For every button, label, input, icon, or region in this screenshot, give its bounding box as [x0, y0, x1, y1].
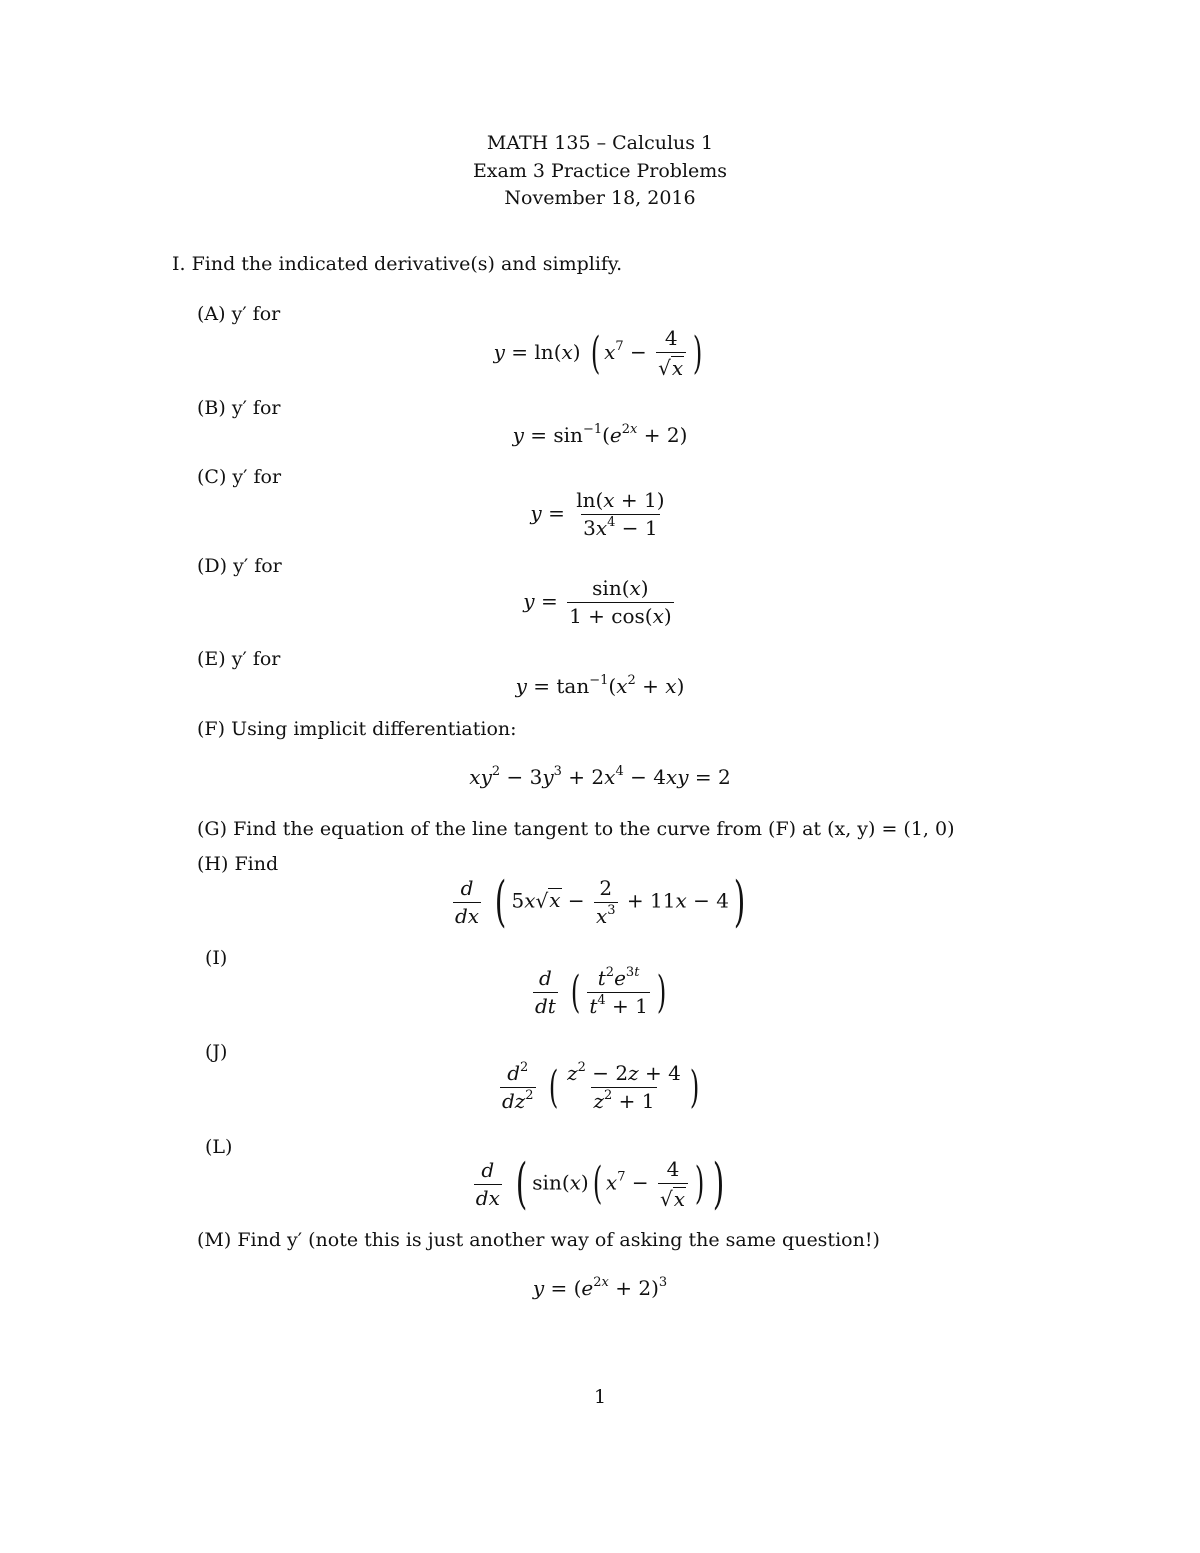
exam-date: November 18, 2016 [504, 187, 696, 209]
course-title: MATH 135 – Calculus 1 [486, 132, 714, 154]
equation-c: y = $\frac{\ln(x + 1)}{3x^4 - 1}$ [530, 488, 665, 540]
equation-i: $\frac{d}{dt}$ ( $\frac{t^2e^{3t}}{t^4 + 1}$ ) [534, 965, 667, 1018]
equation-d: y = $\frac{\sin(x)}{1 + \cos(x)}$ [523, 576, 672, 628]
page-number: 1 [593, 1386, 607, 1408]
problem-m-prompt [197, 1229, 880, 1251]
problem-g-prompt [197, 818, 955, 840]
problem-f-prompt [197, 718, 517, 740]
problem-h-text: Find [234, 853, 279, 875]
problem-e-text: y′ for [231, 648, 281, 670]
equation-f: $xy^2 - 3y^3 + 2x^4 - 4xy = 2$ [469, 764, 731, 789]
problem-g-label: (G) [197, 818, 228, 840]
problem-e-label: (E) [197, 648, 226, 670]
section-heading: I. Find the indicated derivative(s) and simplify. [172, 253, 623, 275]
equation-b: $y = \sin^{-1}(e^{2x} + 2)$ [512, 422, 688, 447]
equation-l: $\frac{d}{dx}$ ( sin(x)( $x^7$ − 4 √ x ) ) [475, 1152, 725, 1215]
problem-f-label: (F) [197, 718, 226, 740]
problem-a-prompt [197, 303, 280, 325]
problem-b-text: y′ for [231, 397, 281, 419]
problem-e-prompt [197, 648, 280, 670]
problem-d-text: y′ for [233, 555, 282, 577]
problem-m-label: (M) [197, 1229, 232, 1251]
problem-c-text: y′ for [232, 466, 282, 488]
equation-j: $\frac{d^2}{dz^2}$ ( $\frac{z^2 - 2z + 4}{z^2 + 1}$ ) [501, 1060, 700, 1113]
equation-a: y = ln(x) ( $x^7$ − 4 √ x ) [493, 326, 703, 380]
problem-l-label: (L) [205, 1136, 233, 1158]
problem-a-text: y′ for [231, 303, 281, 325]
equation-m: $y = (e^{2x} + 2)^3$ [532, 1275, 668, 1300]
problem-h-prompt [197, 853, 278, 875]
problem-g-text: Find the equation of the line tangent to the curve from (F) at (x, y) = (1, 0) [233, 818, 955, 840]
equation-h: $\frac{d}{dx}$ ( 5x √ x − $\frac{2}{x^3}$ + 11x − 4) [454, 870, 746, 933]
problem-d-prompt [197, 555, 282, 577]
problem-c-label: (C) [197, 466, 227, 488]
problem-h-label: (H) [197, 853, 229, 875]
problem-i-label: (I) [205, 947, 228, 969]
equation-e: $y = \tan^{-1}(x^2 + x)$ [515, 673, 685, 698]
problem-b-label: (B) [197, 397, 226, 419]
problem-m-text: Find y′ (note this is just another way of asking the same question!) [237, 1229, 880, 1251]
problem-j-label: (J) [205, 1041, 228, 1063]
problem-a-label: (A) [197, 303, 226, 325]
problem-b-prompt [197, 397, 281, 419]
problem-d-label: (D) [197, 555, 228, 577]
problem-c-prompt [197, 466, 281, 488]
document-header [0, 130, 1200, 213]
problem-f-text: Using implicit differentiation: [231, 718, 517, 740]
exam-title: Exam 3 Practice Problems [472, 159, 728, 182]
